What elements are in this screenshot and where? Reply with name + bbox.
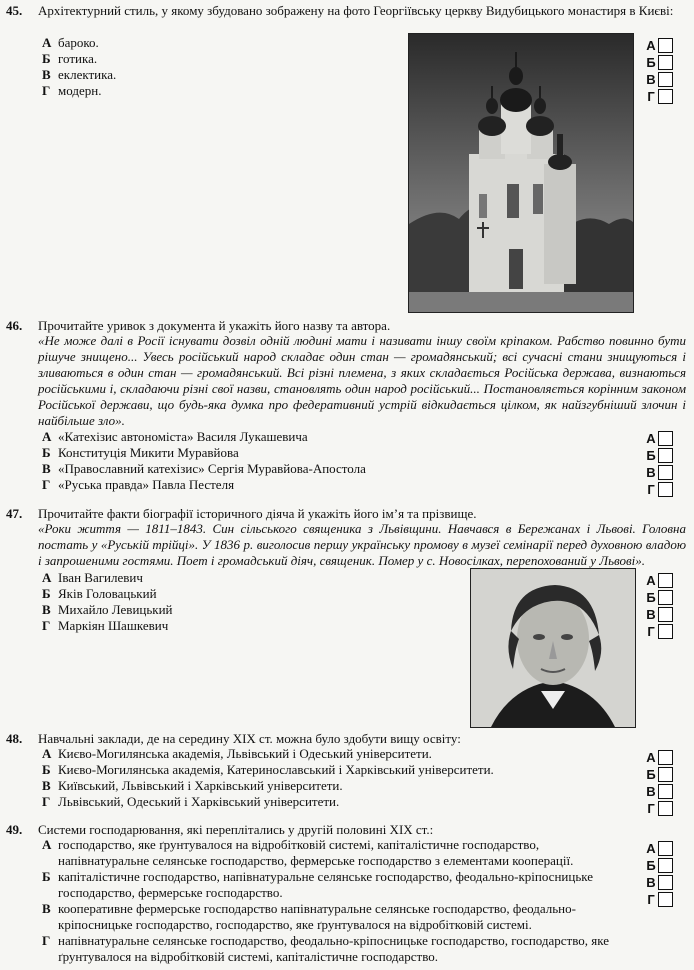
- answer-box-b[interactable]: [658, 858, 673, 873]
- option-letter: Б: [42, 869, 51, 884]
- option-text: модерн.: [58, 83, 102, 98]
- answer-letter: В: [646, 606, 656, 622]
- answer-box-c[interactable]: [658, 784, 673, 799]
- answer-boxes: [644, 749, 684, 817]
- option-a[interactable]: [42, 570, 360, 586]
- option-b[interactable]: [42, 51, 360, 67]
- option-d[interactable]: [42, 794, 570, 810]
- option-text: Михайло Левицький: [58, 602, 173, 617]
- question-text: Прочитайте уривок з документа й укажіть його назву та автора.: [38, 318, 391, 333]
- question-46: [6, 318, 690, 498]
- church-photo: [408, 33, 634, 313]
- option-text: Маркіян Шашкевич: [58, 618, 169, 633]
- option-d[interactable]: [42, 618, 360, 634]
- answer-letter: Г: [647, 88, 655, 104]
- question-text: Прочитайте факти біографії історичного діяча й укажіть його ім’я та прізвище.: [38, 506, 477, 521]
- answer-box-a[interactable]: [658, 431, 673, 446]
- question-text: Навчальні заклади, де на середину XIX ст. можна було здобути вищу освіту:: [38, 731, 461, 746]
- option-text: капіталістичне господарство, напівнатуральне селянське господарство, феодально-кріпосницьке господарство, фермерське господарство.: [58, 869, 594, 900]
- answer-letter: Б: [646, 857, 656, 873]
- option-c[interactable]: [42, 602, 360, 618]
- answer-box-a[interactable]: [658, 841, 673, 856]
- option-b[interactable]: [42, 762, 570, 778]
- option-letter: А: [42, 429, 52, 444]
- answer-letter: Б: [646, 766, 656, 782]
- answer-box-c[interactable]: [658, 465, 673, 480]
- answer-letter: А: [646, 749, 656, 765]
- answer-letter: Г: [647, 481, 655, 497]
- answer-letter: А: [646, 430, 656, 446]
- option-letter: А: [42, 570, 52, 585]
- answer-boxes: [644, 430, 684, 498]
- option-letter: Г: [42, 83, 51, 98]
- options-list: [42, 429, 570, 493]
- question-number: 48.: [6, 731, 23, 746]
- answer-boxes: [644, 37, 684, 105]
- question-text: Архітектурний стиль, у якому збудовано зображену на фото Георгіївську церкву Видубицького монастиря в Києві:: [38, 3, 674, 18]
- question-48: [6, 731, 690, 819]
- option-letter: В: [42, 901, 51, 916]
- answer-letter: Б: [646, 54, 656, 70]
- answer-letter: А: [646, 37, 656, 53]
- option-d[interactable]: [42, 83, 360, 99]
- answer-box-d[interactable]: [658, 624, 673, 639]
- option-text: Львівський, Одеський і Харківський університети.: [58, 794, 340, 809]
- option-letter: Б: [42, 586, 51, 601]
- option-letter: Г: [42, 477, 51, 492]
- document-quote: «Не може далі в Росії існувати дозвіл одній людині мати і називати іншу своїм кріпаком. Рабство повинно бути рішуче знищено... Увесь російський народ складає один стан — громадянський; всі сучасні стани знищуються і зливаються в один стан — громадянський. Всі різні племена, з яких складається Російська держава, визнаються російськими і, складаючи різні свої назви, становлять один народ російський... Постановляється корінним законом Російської держави, що будь-яка думка про федеративний устрій відкидається цілком, як найзгубніший злочин і найбільше зло».: [38, 333, 686, 428]
- question-number: 47.: [6, 506, 23, 521]
- option-text: «Катехізис автономіста» Василя Лукашевича: [58, 429, 308, 444]
- answer-letter: В: [646, 874, 656, 890]
- answer-boxes: [644, 840, 684, 908]
- option-text: «Руська правда» Павла Пестеля: [58, 477, 235, 492]
- option-text: «Православний катехізис» Сергія Муравйова-Апостола: [58, 461, 366, 476]
- answer-letter: Б: [646, 447, 656, 463]
- option-letter: Г: [42, 618, 51, 633]
- answer-box-d[interactable]: [658, 89, 673, 104]
- option-a[interactable]: [42, 429, 570, 445]
- answer-letter: Г: [647, 800, 655, 816]
- answer-boxes: [644, 572, 684, 640]
- portrait-photo: [470, 568, 636, 728]
- biography-quote: «Роки життя — 1811–1843. Син сільського священика з Львівщини. Навчався в Бережанах і Львові. Головна постать у «Руській трійці». У 1836 р. виголосив першу українську промову в музеї семінарії перед духовною владою і запрошеними гостями. Поет і громадський діяч, священик. Помер у с. Новосілках, перепохований у Львові».: [38, 521, 686, 568]
- option-b[interactable]: [42, 445, 570, 461]
- option-c[interactable]: [42, 67, 360, 83]
- option-text: господарство, яке ґрунтувалося на відробітковій системі, капіталістичне господарство, напівнатуральне селянське господарство, фермерське господарство з елементами кооперації.: [58, 837, 574, 868]
- option-letter: А: [42, 746, 52, 761]
- option-text: бароко.: [58, 35, 99, 50]
- option-text: кооперативне фермерське господарство напівнатуральне селянське господарство, феодально-кріпосницьке господарство, господарство, яке ґрунтувалося на відробітковій системі.: [58, 901, 576, 932]
- answer-box-d[interactable]: [658, 892, 673, 907]
- option-text: Київський, Львівський і Харківський університети.: [58, 778, 343, 793]
- answer-letter: Б: [646, 589, 656, 605]
- question-47: [6, 506, 690, 728]
- option-text: Києво-Могилянська академія, Львівський і Одеський університети.: [58, 746, 432, 761]
- answer-box-b[interactable]: [658, 767, 673, 782]
- option-text: Яків Головацький: [58, 586, 157, 601]
- answer-box-c[interactable]: [658, 607, 673, 622]
- options-list: [42, 570, 360, 634]
- option-letter: В: [42, 461, 51, 476]
- question-49: [6, 822, 690, 967]
- answer-letter: Г: [647, 891, 655, 907]
- question-text: Системи господарювання, які переплітались у другій половині XIX ст.:: [38, 822, 434, 837]
- option-text: Іван Вагилевич: [58, 570, 143, 585]
- option-letter: Б: [42, 762, 51, 777]
- option-b[interactable]: [42, 869, 630, 901]
- option-text: еклектика.: [58, 67, 117, 82]
- question-number: 49.: [6, 822, 23, 837]
- answer-box-c[interactable]: [658, 72, 673, 87]
- option-b[interactable]: [42, 586, 360, 602]
- option-letter: В: [42, 602, 51, 617]
- answer-letter: А: [646, 840, 656, 856]
- option-d[interactable]: [42, 933, 630, 965]
- answer-letter: В: [646, 464, 656, 480]
- option-letter: Б: [42, 445, 51, 460]
- options-list: [42, 35, 360, 99]
- option-text: напівнатуральне селянське господарство, феодально-кріпосницьке господарство, господарство, яке ґрунтувалося на відробітковій системі, капіталістичне господарство.: [58, 933, 610, 964]
- answer-box-b[interactable]: [658, 448, 673, 463]
- answer-box-d[interactable]: [658, 801, 673, 816]
- option-a[interactable]: [42, 746, 570, 762]
- answer-box-a[interactable]: [658, 38, 673, 53]
- answer-box-a[interactable]: [658, 573, 673, 588]
- answer-box-a[interactable]: [658, 750, 673, 765]
- option-text: Києво-Могилянська академія, Катеринославський і Харківський університети.: [58, 762, 494, 777]
- option-text: Конституція Микити Муравйова: [58, 445, 239, 460]
- question-number: 46.: [6, 318, 23, 333]
- answer-box-b[interactable]: [658, 590, 673, 605]
- option-text: готика.: [58, 51, 98, 66]
- answer-letter: В: [646, 783, 656, 799]
- answer-box-c[interactable]: [658, 875, 673, 890]
- option-letter: В: [42, 778, 51, 793]
- option-letter: Б: [42, 51, 51, 66]
- answer-box-d[interactable]: [658, 482, 673, 497]
- option-d[interactable]: [42, 477, 570, 493]
- question-45: [6, 3, 690, 313]
- option-c[interactable]: [42, 461, 570, 477]
- options-list: [42, 837, 630, 965]
- option-letter: Г: [42, 933, 51, 948]
- option-letter: А: [42, 35, 52, 50]
- option-a[interactable]: [42, 837, 630, 869]
- answer-letter: А: [646, 572, 656, 588]
- option-letter: Г: [42, 794, 51, 809]
- option-letter: В: [42, 67, 51, 82]
- answer-box-b[interactable]: [658, 55, 673, 70]
- question-number: 45.: [6, 3, 23, 18]
- option-c[interactable]: [42, 901, 630, 933]
- options-list: [42, 746, 570, 810]
- option-c[interactable]: [42, 778, 570, 794]
- option-letter: А: [42, 837, 52, 852]
- answer-letter: Г: [647, 623, 655, 639]
- answer-letter: В: [646, 71, 656, 87]
- option-a[interactable]: [42, 35, 360, 51]
